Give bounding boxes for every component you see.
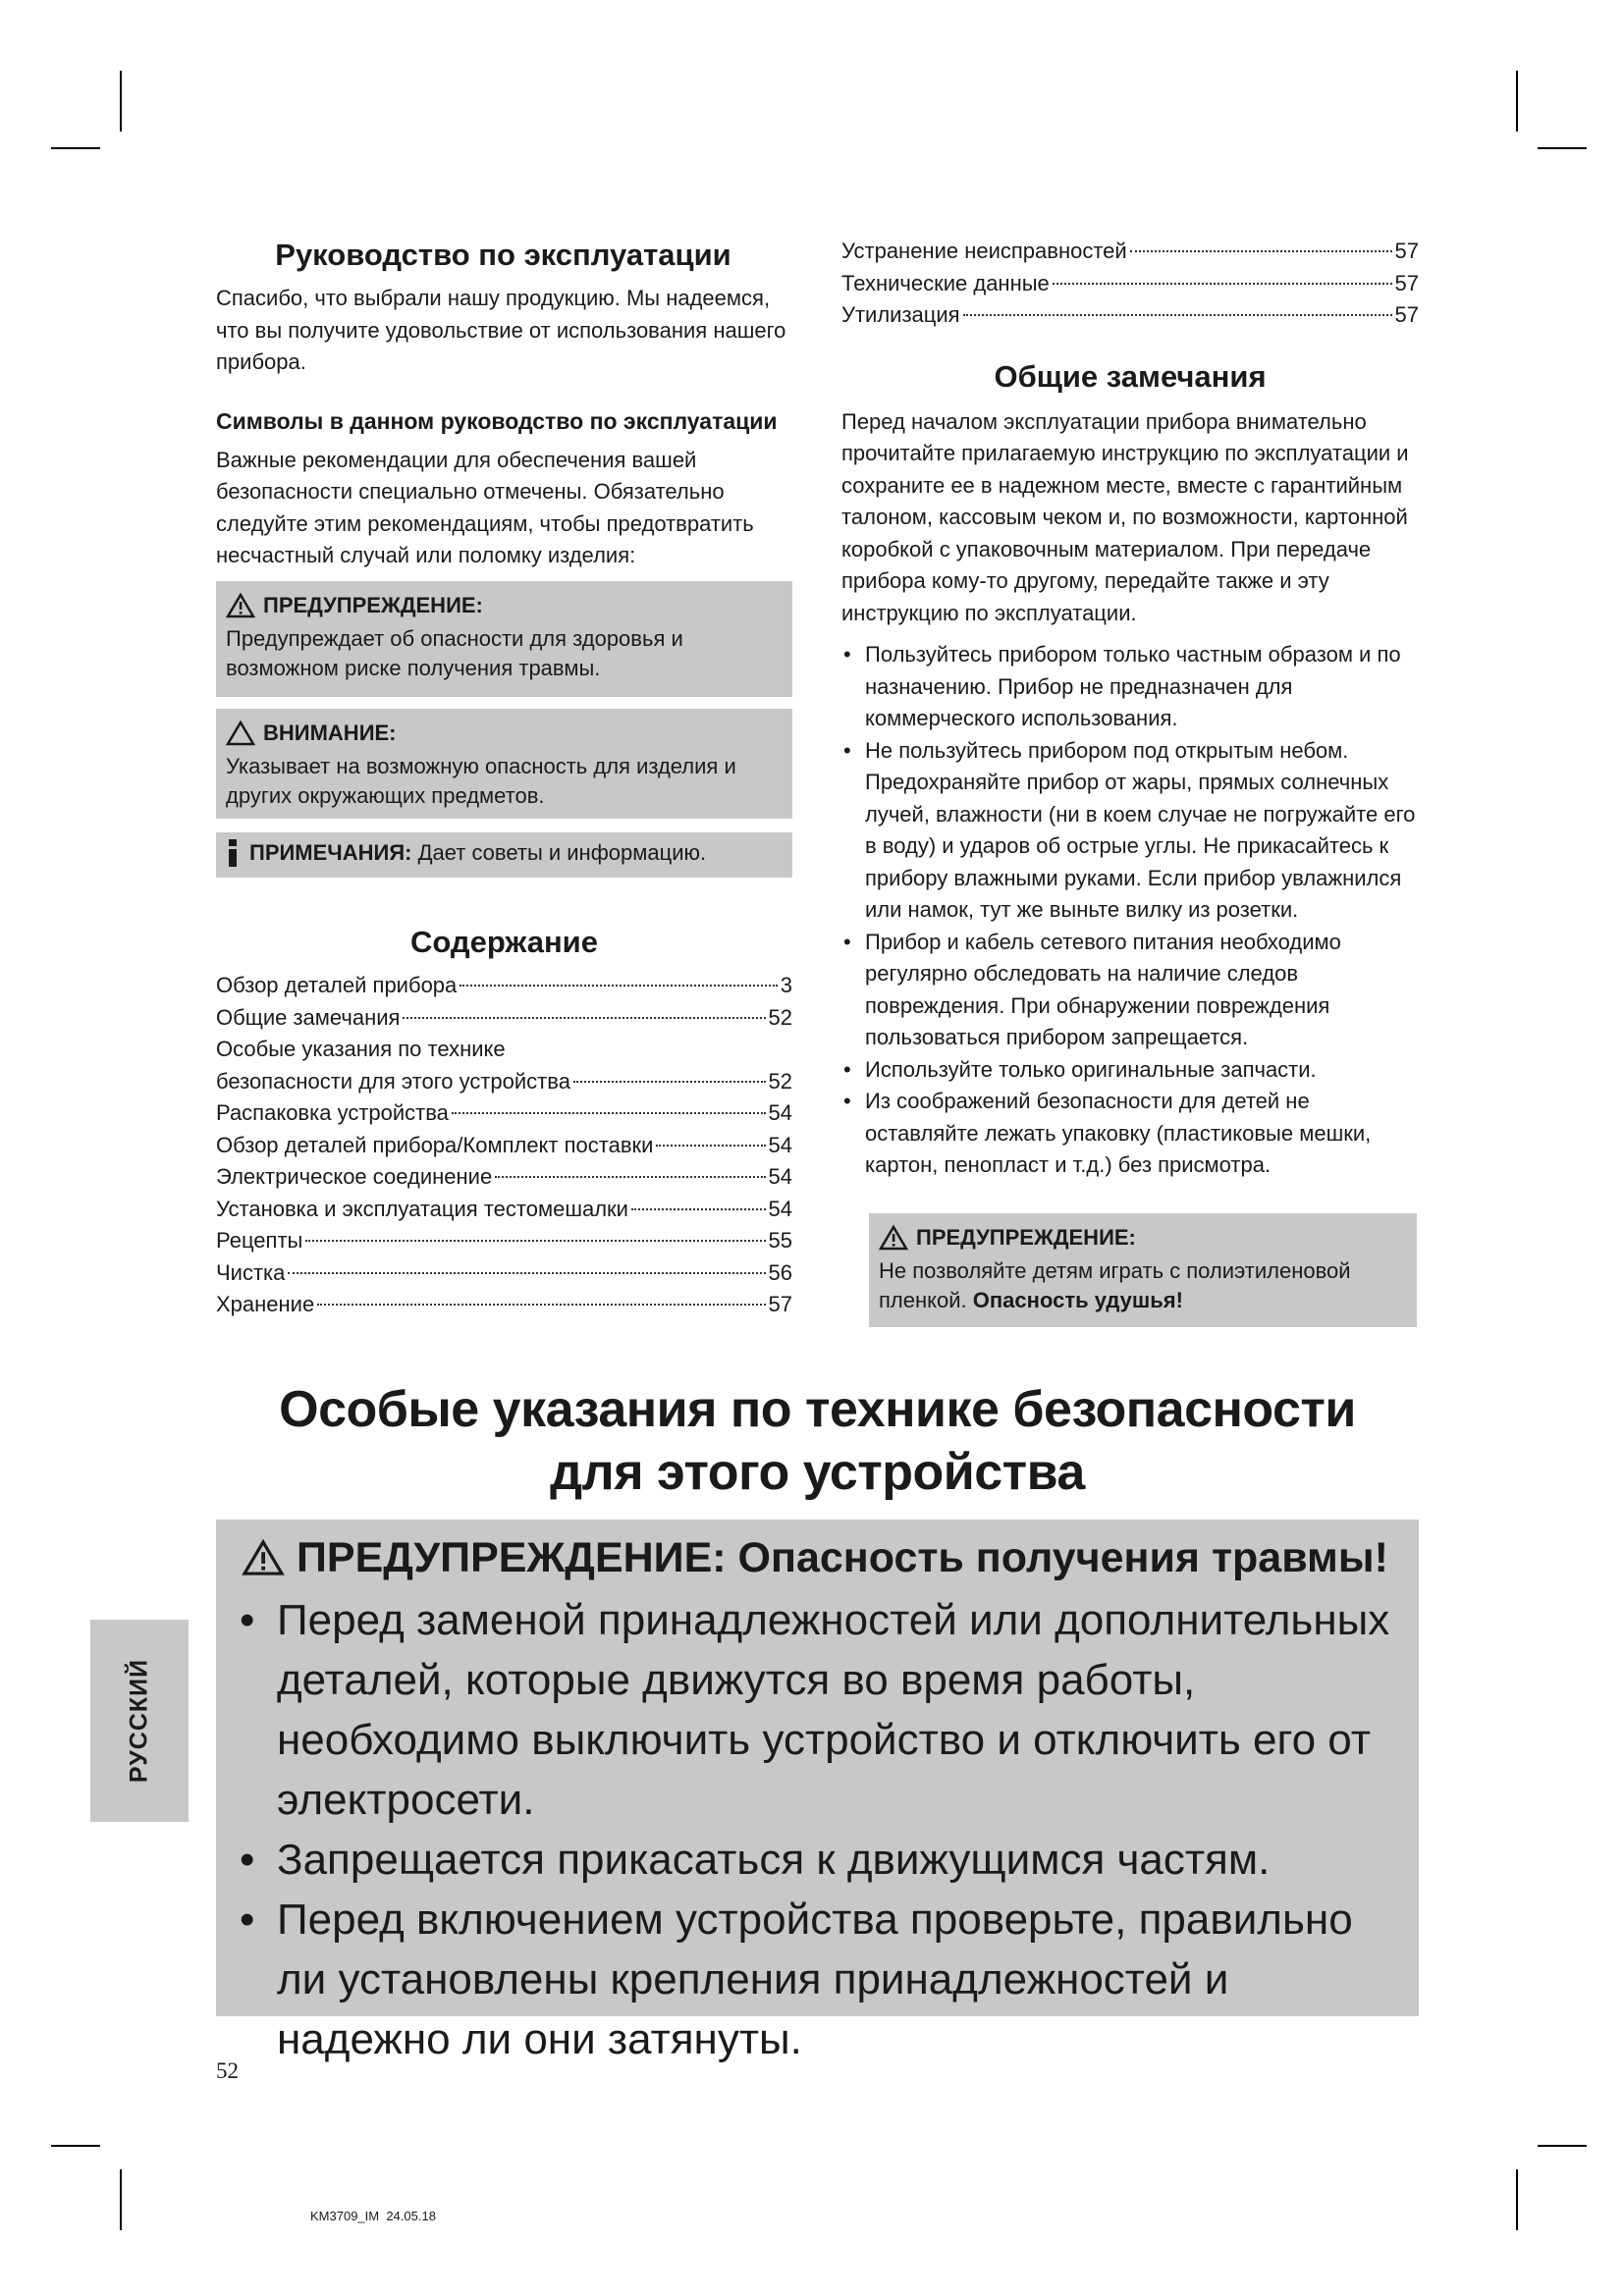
toc-row-page: 55 bbox=[768, 1228, 792, 1253]
toc-row-page: 56 bbox=[768, 1259, 792, 1285]
page-number: 52 bbox=[216, 2058, 239, 2083]
list-item: • Используйте только оригинальные запчасти. bbox=[841, 1054, 1419, 1087]
caution-box bbox=[216, 709, 792, 819]
toc-row-title: Распаковка устройства bbox=[216, 1100, 449, 1125]
toc-row-title: Обзор деталей прибора/Комплект поставки bbox=[216, 1132, 654, 1157]
safety-heading bbox=[216, 1378, 1419, 1504]
toc-title: Содержание bbox=[410, 925, 598, 959]
general-text: Перед началом эксплуатации прибора внимательно прочитайте прилагаемую инструкцию по эксплуатации и сохраните ее в надежном месте, вместе с гарантийным талоном, кассовым чеком и, по возможности, картонной коробкой с упаковочным материалом. При передаче прибора кому-то другому, передайте также и эту инструкцию по эксплуатации. bbox=[841, 408, 1409, 625]
crop-mark bbox=[1538, 2145, 1587, 2147]
toc-row[interactable] bbox=[216, 1066, 792, 1098]
crop-mark bbox=[120, 2169, 122, 2230]
general-title: Общие замечания bbox=[994, 358, 1267, 394]
toc-row-page: 57 bbox=[1394, 302, 1419, 327]
child-warning-title bbox=[879, 1223, 1407, 1253]
child-warning-body: Не позволяйте детям играть с полиэтиленовой пленкой. bbox=[879, 1258, 1351, 1312]
warning-box bbox=[216, 581, 792, 697]
warning-triangle-icon bbox=[879, 1225, 908, 1251]
toc-row-title: Установка и эксплуатация тестомешалки bbox=[216, 1196, 628, 1221]
toc-row[interactable] bbox=[216, 1034, 792, 1066]
caution-box-title-text: ВНИМАНИЕ: bbox=[263, 721, 397, 745]
list-item: • Перед включением устройства проверьте, правильно ли установлены крепления принадлежностей и надежно ли они затянуты. bbox=[228, 1890, 1397, 2069]
toc-row[interactable] bbox=[841, 268, 1419, 300]
toc-row[interactable] bbox=[216, 1097, 792, 1130]
crop-mark bbox=[1516, 71, 1518, 132]
note-box-text: Дает советы и информацию. bbox=[417, 840, 707, 865]
right-column bbox=[841, 236, 1419, 1182]
list-item: • Прибор и кабель сетевого питания необходимо регулярно обследовать на наличие следов повреждения. При обнаружении повреждения пользоваться прибором запрещается. bbox=[841, 927, 1419, 1054]
symbols-text: Важные рекомендации для обеспечения вашей безопасности специально отмечены. Обязательно следуйте этим рекомендациям, чтобы предотвратить несчастный случай или поломку изделия: bbox=[216, 447, 754, 567]
crop-mark bbox=[120, 71, 122, 132]
child-warning-title-text: ПРЕДУПРЕЖДЕНИЕ: bbox=[916, 1225, 1136, 1250]
toc-row-page: 52 bbox=[768, 1068, 792, 1094]
toc-row-title: Особые указания по технике bbox=[216, 1037, 506, 1061]
list-item: • Перед заменой принадлежностей или дополнительных деталей, которые движутся во время работы, необходимо выключить устройство и отключить его от электросети. bbox=[228, 1590, 1397, 1830]
note-box bbox=[216, 832, 792, 878]
toc-row[interactable] bbox=[841, 299, 1419, 332]
toc-row[interactable] bbox=[841, 236, 1419, 268]
caution-triangle-icon bbox=[226, 721, 255, 746]
safety-warning-box bbox=[216, 1520, 1419, 2063]
safety-title-line2: для этого устройства bbox=[550, 1444, 1085, 1501]
general-bullets bbox=[841, 639, 1419, 1182]
toc-row-title: Хранение bbox=[216, 1292, 315, 1316]
toc-row-page: 3 bbox=[780, 973, 792, 997]
toc-row[interactable] bbox=[216, 1002, 792, 1035]
manual-title: Руководство по эксплуатации bbox=[275, 238, 731, 272]
toc-row-title: Чистка bbox=[216, 1259, 286, 1285]
toc-row-page: 57 bbox=[768, 1292, 792, 1316]
toc-row[interactable] bbox=[216, 1257, 792, 1290]
toc-row[interactable] bbox=[216, 970, 792, 1002]
safety-warning-title-text: ПРЕДУПРЕЖДЕНИЕ: Опасность получения травмы! bbox=[297, 1534, 1388, 1581]
safety-bullets bbox=[228, 1590, 1407, 2069]
toc-row-title: Общие замечания bbox=[216, 1004, 401, 1030]
toc-row[interactable] bbox=[216, 1161, 792, 1194]
toc-row-title: Электрическое соединение bbox=[216, 1164, 493, 1189]
child-warning-text bbox=[879, 1256, 1407, 1315]
toc-row-page: 54 bbox=[768, 1196, 792, 1221]
crop-mark bbox=[1516, 2169, 1518, 2230]
footer-code: KM3709_IM 24.05.18 bbox=[310, 2209, 436, 2223]
list-item: • Не пользуйтесь прибором под открытым небом. Предохраняйте прибор от жары, прямых солнечных лучей, влажности (ни в коем случае не погружайте его в воду) и ударов об острые углы. Не прикасайтесь к прибору влажными руками. Если прибор увлажнился или намок, тут же выньте вилку из розетки. bbox=[841, 735, 1419, 927]
toc-row-title: Утилизация bbox=[841, 302, 960, 327]
crop-mark bbox=[1538, 147, 1587, 149]
toc-row-page: 54 bbox=[768, 1100, 792, 1125]
toc-row-page: 52 bbox=[768, 1004, 792, 1030]
toc-row-page: 54 bbox=[768, 1132, 792, 1157]
toc bbox=[216, 925, 792, 1321]
left-column bbox=[216, 236, 790, 572]
warning-triangle-icon bbox=[226, 593, 255, 618]
list-item: • Из соображений безопасности для детей не оставляйте лежать упаковку (пластиковые мешки, картон, пенопласт и т.д.) без присмотра. bbox=[841, 1086, 1419, 1182]
warning-box-text: Предупреждает об опасности для здоровья и возможном риске получения травмы. bbox=[226, 626, 683, 680]
toc-row[interactable] bbox=[216, 1194, 792, 1226]
toc-row[interactable] bbox=[216, 1225, 792, 1257]
caution-box-title bbox=[226, 719, 783, 748]
warning-box-title bbox=[226, 591, 783, 620]
language-tab-label: РУССКИЙ bbox=[125, 1658, 153, 1784]
language-tab bbox=[90, 1620, 189, 1822]
warning-triangle-icon bbox=[242, 1539, 285, 1576]
toc-row-title: Технические данные bbox=[841, 270, 1050, 295]
note-box-title: ПРИМЕЧАНИЯ: bbox=[249, 840, 412, 865]
safety-warning-title bbox=[228, 1527, 1407, 1588]
crop-mark bbox=[51, 147, 100, 149]
toc-row-page: 54 bbox=[768, 1164, 792, 1189]
list-item: • Запрещается прикасаться к движущимся частям. bbox=[228, 1830, 1397, 1890]
toc-row[interactable] bbox=[216, 1130, 792, 1162]
toc-continued bbox=[841, 236, 1419, 332]
toc-list bbox=[216, 970, 792, 1321]
toc-row-title: безопасности для этого устройства bbox=[216, 1068, 570, 1094]
child-warning-box bbox=[869, 1213, 1417, 1327]
toc-row[interactable] bbox=[216, 1289, 792, 1321]
toc-row-title: Обзор деталей прибора bbox=[216, 973, 458, 997]
note-box-line bbox=[226, 838, 783, 868]
warning-box-title-text: ПРЕДУПРЕЖДЕНИЕ: bbox=[263, 593, 483, 617]
safety-title-line1: Особые указания по технике безопасности bbox=[279, 1381, 1356, 1438]
toc-row-page: 57 bbox=[1394, 270, 1419, 295]
toc-row-title: Устранение неисправностей bbox=[841, 239, 1127, 263]
intro-text: Спасибо, что выбрали нашу продукцию. Мы надеемся, что вы получите удовольствие от использования нашего прибора. bbox=[216, 286, 786, 374]
toc-row-title: Рецепты bbox=[216, 1228, 303, 1253]
list-item: • Пользуйтесь прибором только частным образом и по назначению. Прибор не предназначен для коммерческого использования. bbox=[841, 639, 1419, 735]
crop-mark bbox=[51, 2145, 100, 2147]
info-icon bbox=[226, 839, 240, 867]
child-warning-emphasis: Опасность удушья! bbox=[972, 1288, 1183, 1312]
symbols-title: Символы в данном руководство по эксплуатации bbox=[216, 407, 778, 434]
toc-row-page: 57 bbox=[1394, 239, 1419, 263]
caution-box-text: Указывает на возможную опасность для изделия и других окружающих предметов. bbox=[226, 754, 736, 808]
